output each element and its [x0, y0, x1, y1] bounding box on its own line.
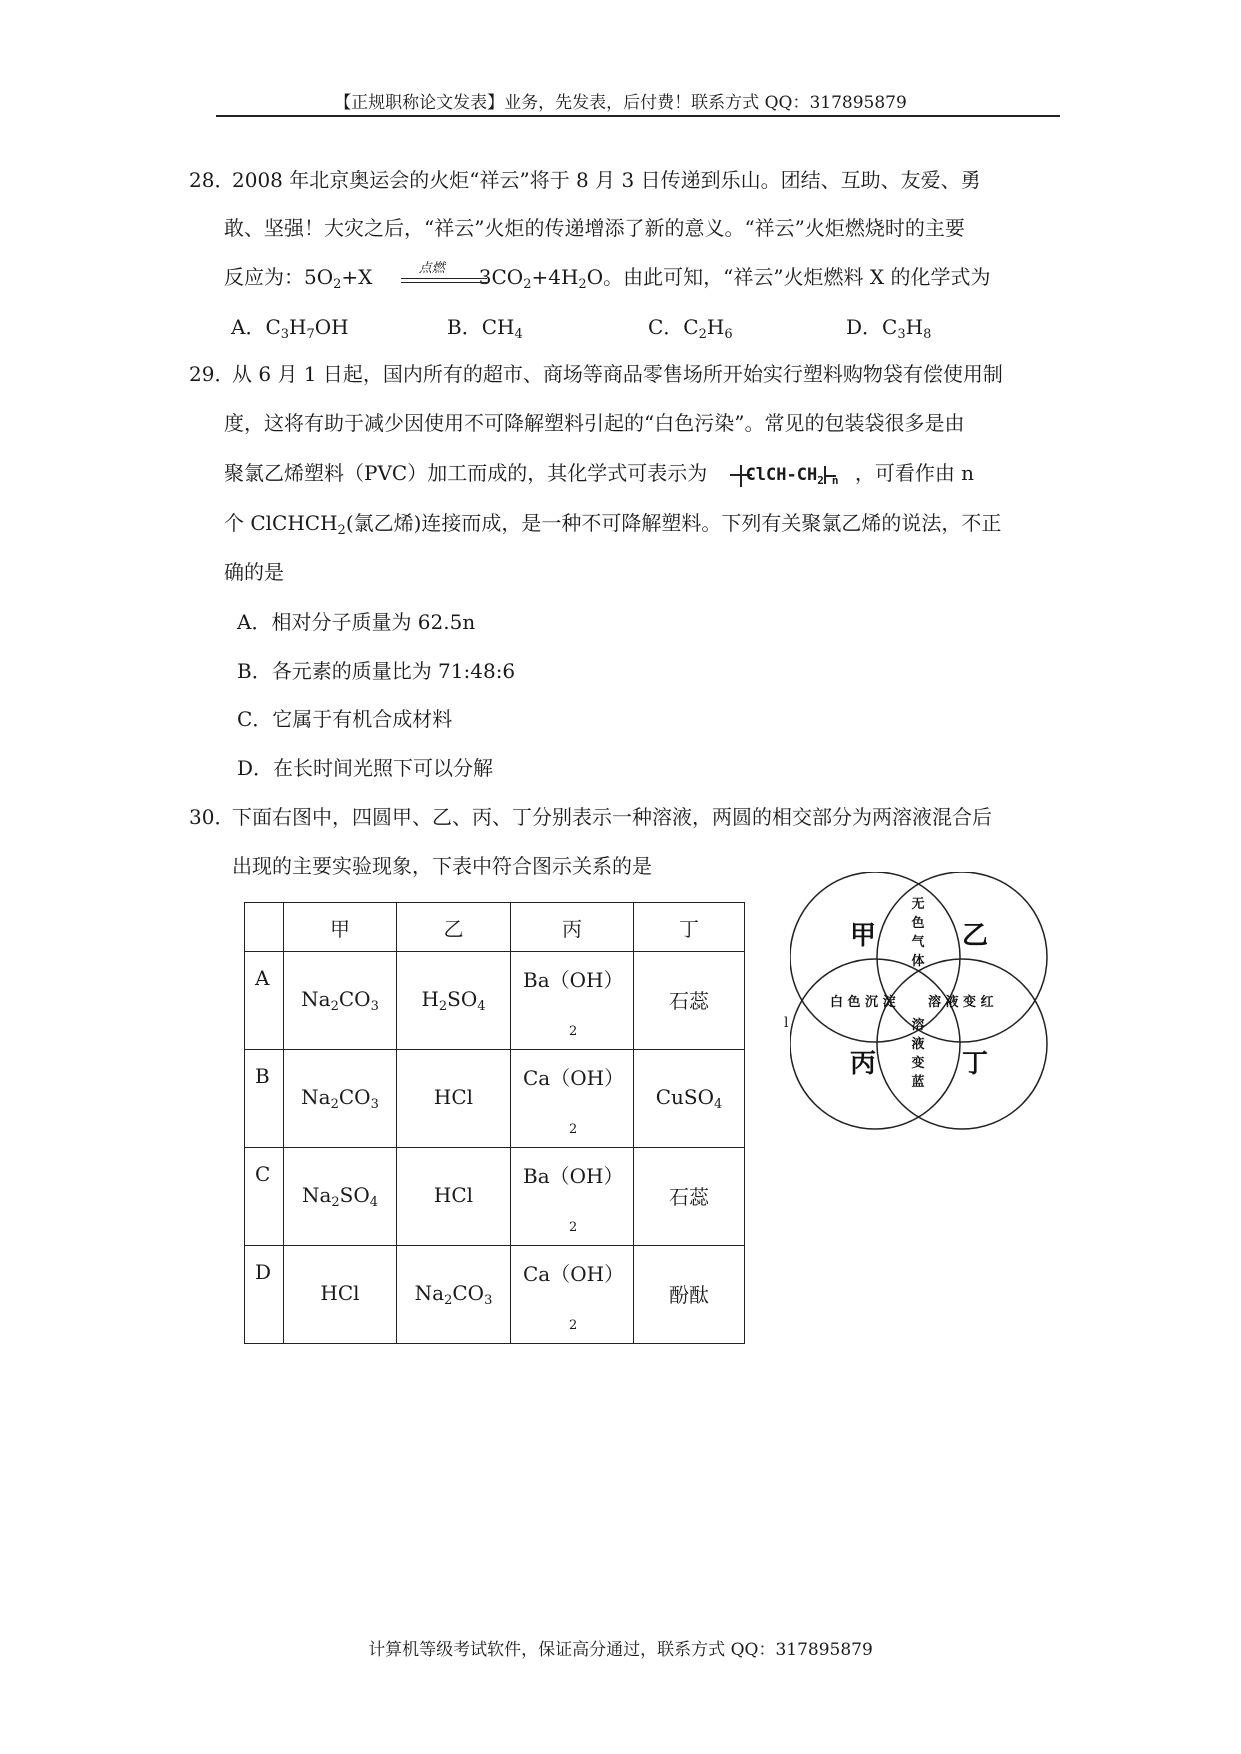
- table-header-cell: 丁: [634, 903, 745, 952]
- q28-option-c: C．$C_2H_6$: [648, 315, 733, 342]
- table-cell: Ca（OH） 2: [511, 1246, 634, 1344]
- table-cell: $Na_2SO_4$: [284, 1148, 397, 1246]
- page-footer: 计算机等级考试软件，保证高分通过，联系方式 QQ：317895879: [368, 1640, 873, 1660]
- q28-number: 28．: [189, 168, 235, 192]
- table-header-row: [245, 903, 745, 952]
- venn-diagram: [790, 872, 1050, 1132]
- table-cell: $Na_2CO_3$: [284, 1050, 397, 1148]
- q30-line1: 下面右图中，四圆甲、乙、丙、丁分别表示一种溶液，两圆的相交部分为两溶液混合后: [232, 805, 992, 829]
- table-row-label: A: [245, 952, 284, 1050]
- table-cell: 酚酞: [634, 1246, 745, 1344]
- venn-tick-mark: l: [784, 1015, 789, 1031]
- venn-circle-jia: [790, 872, 960, 1042]
- q28-line2: 敢、坚强！大灾之后，“祥云”火炬的传递增添了新的意义。“祥云”火炬燃烧时的主要: [224, 216, 965, 240]
- table-header-cell: [245, 903, 284, 952]
- venn-top-overlap-char: 无: [911, 897, 925, 912]
- table-row-label: D: [245, 1246, 284, 1344]
- q29-option-a: A．相对分子质量为 62.5n: [237, 610, 476, 634]
- q28-line1: 2008 年北京奥运会的火炬“祥云”将于 8 月 3 日传递到乐山。团结、互助、友爱、勇: [232, 168, 981, 192]
- venn-bottom-overlap-char: 溶: [911, 1018, 925, 1033]
- table-cell: Ca（OH） 2: [511, 1050, 634, 1148]
- venn-label-yi: 乙: [962, 921, 989, 951]
- venn-bottom-overlap-char: 蓝: [911, 1075, 925, 1090]
- venn-bottom-overlap-char: 变: [911, 1056, 925, 1071]
- table-cell: $Na_2CO_3$: [284, 952, 397, 1050]
- table-header-cell: 乙: [397, 903, 511, 952]
- venn-circle-yi: [877, 872, 1047, 1042]
- q28-option-b: B．$CH_4$: [447, 315, 523, 342]
- table-cell: $Na_2CO_3$: [397, 1246, 511, 1344]
- table-cell: 石蕊: [634, 952, 745, 1050]
- venn-circle-ding: [877, 959, 1047, 1129]
- table-cell: HCl: [397, 1148, 511, 1246]
- q29-line2: 度，这将有助于减少因使用不可降解塑料引起的“白色污染”。常见的包装袋很多是由: [224, 411, 965, 435]
- table-row-label: B: [245, 1050, 284, 1148]
- table-header-cell: 丙: [511, 903, 634, 952]
- q30-table: [244, 902, 745, 1344]
- table-cell: 石蕊: [634, 1148, 745, 1246]
- q29-number: 29．: [189, 362, 235, 386]
- venn-label-ding: 丁: [962, 1049, 989, 1079]
- q29-line1: 从 6 月 1 日起，国内所有的超市、商场等商品零售场所开始实行塑料购物袋有偿使用制: [232, 362, 1003, 386]
- venn-label-bing: 丙: [850, 1049, 877, 1079]
- table-cell: HCl: [397, 1050, 511, 1148]
- venn-top-overlap-char: 体: [911, 954, 925, 969]
- table-row-label: C: [245, 1148, 284, 1246]
- page-header: 【正规职称论文发表】业务，先发表，后付费！联系方式 QQ：317895879: [334, 93, 907, 113]
- table-cell: Ba（OH） 2: [511, 952, 634, 1050]
- header-rule: [216, 115, 1060, 117]
- q29-line5: 确的是: [224, 560, 284, 584]
- venn-top-overlap-char: 气: [911, 935, 925, 950]
- q28-option-a: A．$C_3H_7OH$: [231, 315, 349, 342]
- venn-top-overlap-char: 色: [911, 916, 925, 931]
- table-cell: Ba（OH） 2: [511, 1148, 634, 1246]
- table-row: [245, 1148, 745, 1246]
- q29-option-b: B．各元素的质量比为 71:48:6: [237, 659, 516, 683]
- table-row: [245, 1050, 745, 1148]
- q30-number: 30．: [189, 805, 235, 829]
- table-header-cell: 甲: [284, 903, 397, 952]
- table-row: [245, 1246, 745, 1344]
- venn-circle-bing: [790, 959, 960, 1129]
- pvc-formula: ClCH-$CH_2$ $_n$: [734, 465, 839, 487]
- q29-option-c: C．它属于有机合成材料: [237, 707, 453, 731]
- q29-option-d: D．在长时间光照下可以分解: [237, 756, 494, 780]
- q29-line4: 个 ClCHCH$_2$(氯乙烯)连接而成，是一种不可降解塑料。下列有关聚氯乙烯的说法，不正: [224, 511, 1002, 538]
- venn-right-overlap: 溶 液 变 红: [928, 995, 994, 1010]
- venn-label-jia: 甲: [850, 921, 877, 951]
- q29-line3: 聚氯乙烯塑料（PVC）加工而成的，其化学式可表示为 ClCH-$CH_2$ $_n$ ，可看作由 n: [224, 461, 975, 487]
- table-row: [245, 952, 745, 1050]
- venn-left-overlap: 白 色 沉 淀: [830, 995, 896, 1010]
- q28-option-d: D．$C_3H_8$: [846, 315, 932, 342]
- venn-bottom-overlap-char: 液: [911, 1037, 925, 1052]
- q30-line2: 出现的主要实验现象，下表中符合图示关系的是: [232, 854, 652, 878]
- reaction-arrow: 点燃: [401, 269, 487, 289]
- table-cell: $H_2SO_4$: [397, 952, 511, 1050]
- q28-line3: 反应为：$5O_2+X$ 点燃 $3CO_2+4H_2O$。由此可知，“祥云”火炬燃料 X 的化学式为: [224, 260, 991, 292]
- table-cell: HCl: [284, 1246, 397, 1344]
- table-cell: CuSO$_4$: [634, 1050, 745, 1148]
